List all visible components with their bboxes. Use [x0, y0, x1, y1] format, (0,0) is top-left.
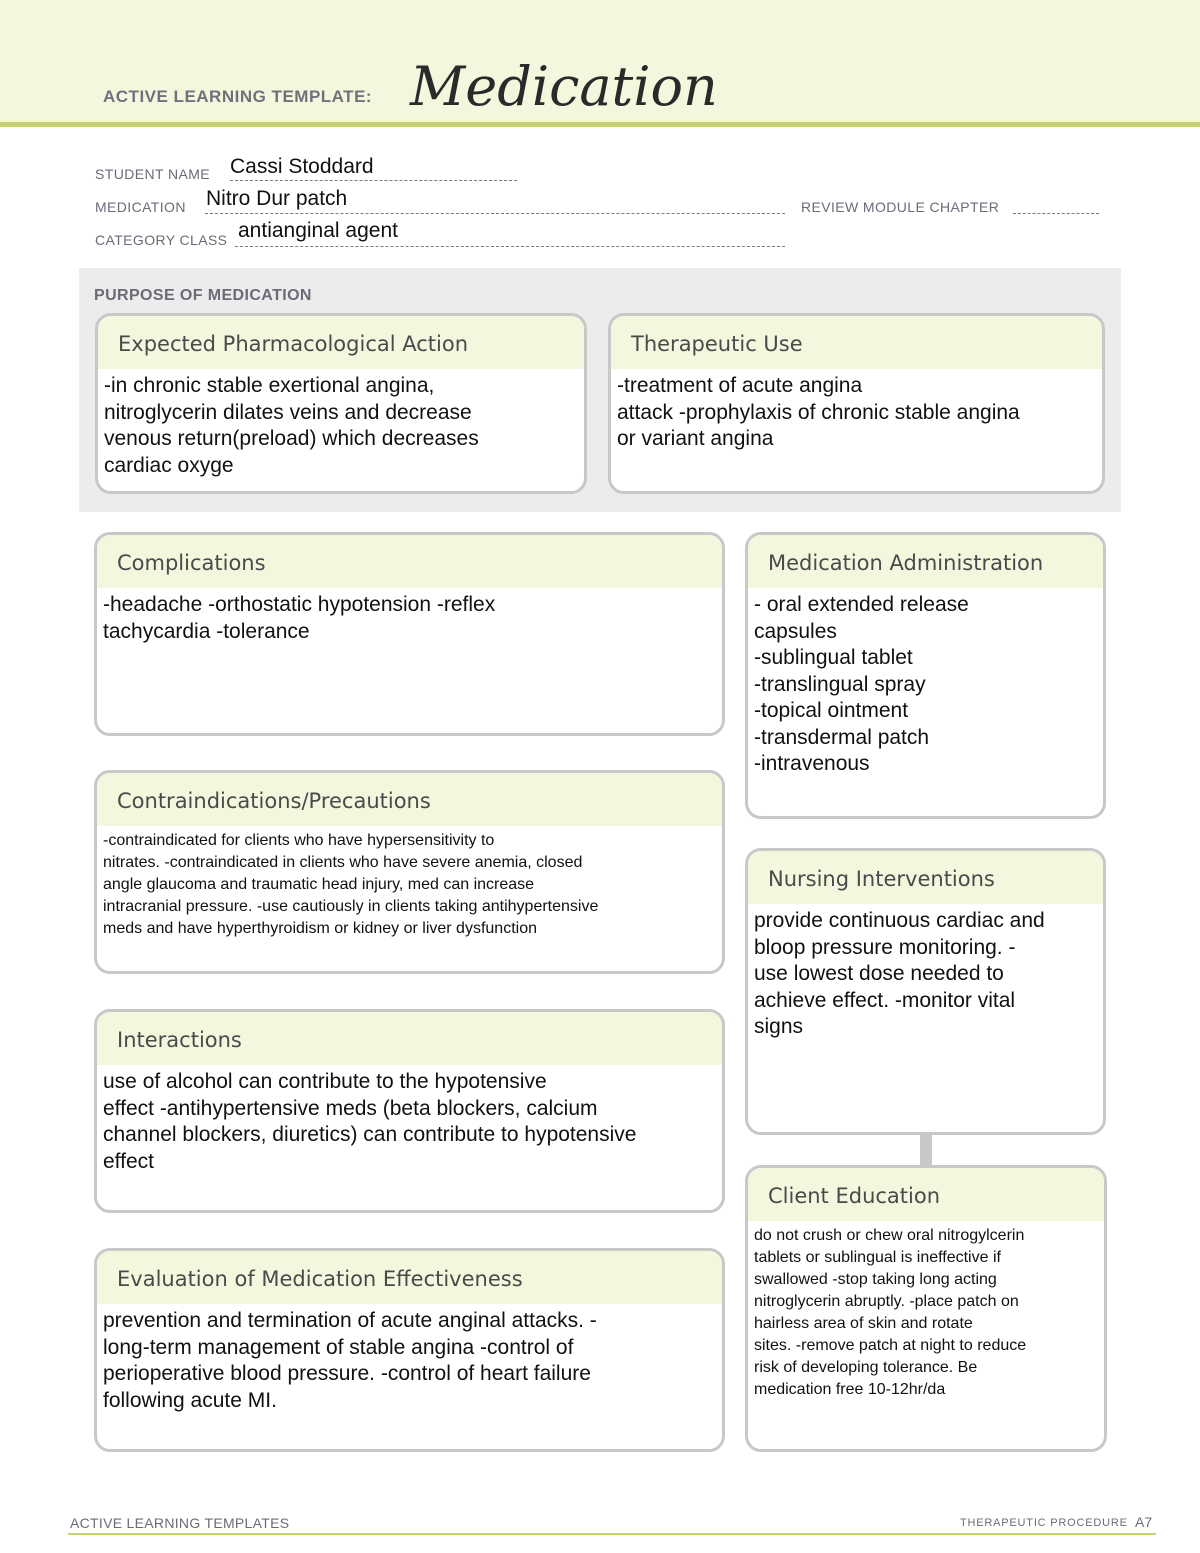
- interactions-box: [94, 1009, 725, 1213]
- expected-action-text: -in chronic stable exertional angina, nitroglycerin dilates veins and decrease venous return(preload) which decreases cardiac oxyge: [104, 374, 479, 477]
- header-rule: [0, 122, 1200, 127]
- expected-action-title: Expected Pharmacological Action: [98, 316, 584, 369]
- student-name-value: Cassi Stoddard: [230, 155, 374, 178]
- student-name-label: STUDENT NAME: [95, 166, 210, 182]
- contraindications-box: [94, 770, 725, 974]
- complications-title: Complications: [97, 535, 722, 588]
- medication-administration-text: - oral extended release capsules -sublingual tablet -translingual spray -topical ointment -transdermal patch -intravenous: [754, 593, 969, 775]
- footer-page-number: A7: [1135, 1514, 1153, 1530]
- medication-value: Nitro Dur patch: [206, 187, 348, 210]
- complications-text: -headache -orthostatic hypotension -reflex tachycardia -tolerance: [103, 593, 496, 643]
- medication-administration-title: Medication Administration: [748, 535, 1103, 588]
- client-education-box: [745, 1165, 1107, 1452]
- therapeutic-use-text: -treatment of acute angina attack -prophylaxis of chronic stable angina or variant angina: [617, 374, 1020, 450]
- medication-administration-box: [745, 532, 1106, 819]
- therapeutic-use-box: [608, 313, 1105, 494]
- footer-rule: [68, 1533, 1156, 1535]
- evaluation-title: Evaluation of Medication Effectiveness: [97, 1251, 722, 1304]
- category-class-value: antianginal agent: [238, 219, 398, 242]
- interactions-title: Interactions: [97, 1012, 722, 1065]
- nursing-interventions-title: Nursing Interventions: [748, 851, 1103, 904]
- template-label: ACTIVE LEARNING TEMPLATE:: [103, 87, 373, 106]
- client-education-text: do not crush or chew oral nitrogylcerin tablets or sublingual is ineffective if swallowed -stop taking long acting nitroglycerin abruptly. -place patch on hairless area of skin and rotate sites. -remove patch at night to reduce risk of developing tolerance. Be medication free 10-12hr/da: [754, 1227, 1027, 1398]
- medication-label: MEDICATION: [95, 199, 186, 215]
- review-module-line: [1013, 199, 1099, 214]
- contraindications-title: Contraindications/Precautions: [97, 773, 722, 826]
- page-title: Medication: [410, 55, 718, 118]
- category-class-label: CATEGORY CLASS: [95, 232, 228, 248]
- nursing-interventions-text: provide continuous cardiac and bloop pressure monitoring. - use lowest dose needed to achieve effect. -monitor vital signs: [754, 909, 1045, 1038]
- review-module-label: REVIEW MODULE CHAPTER: [801, 199, 1000, 215]
- footer-right-label: THERAPEUTIC PROCEDURE: [960, 1517, 1128, 1529]
- connector-bar: [920, 1133, 932, 1165]
- therapeutic-use-title: Therapeutic Use: [611, 316, 1102, 369]
- footer-left-label: ACTIVE LEARNING TEMPLATES: [70, 1515, 290, 1531]
- evaluation-text: prevention and termination of acute anginal attacks. - long-term management of stable angina -control of perioperative blood pressure. -control of heart failure following acute MI.: [103, 1309, 597, 1412]
- nursing-interventions-box: [745, 848, 1106, 1135]
- expected-action-box: [95, 313, 587, 494]
- purpose-label: PURPOSE OF MEDICATION: [94, 287, 312, 304]
- evaluation-box: [94, 1248, 725, 1452]
- client-education-title: Client Education: [748, 1168, 1104, 1221]
- complications-box: [94, 532, 725, 736]
- interactions-text: use of alcohol can contribute to the hypotensive effect -antihypertensive meds (beta blockers, calcium channel blockers, diuretics) can contribute to hypotensive effect: [103, 1070, 637, 1173]
- contraindications-text: -contraindicated for clients who have hypersensitivity to nitrates. -contraindicated in clients who have severe anemia, closed angle glaucoma and traumatic head injury, med can increase intracranial pressure. -use cautiously in clients taking antihypertensive meds and have hyperthyroidism or kidney or liver dysfunction: [103, 832, 599, 937]
